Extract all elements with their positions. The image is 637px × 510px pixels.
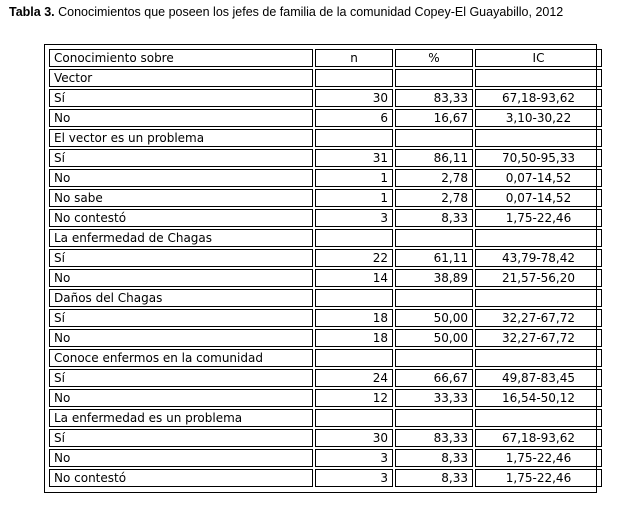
section-label-cell: La enfermedad de Chagas bbox=[49, 229, 313, 247]
section-row bbox=[49, 229, 602, 247]
count-cell: 31 bbox=[315, 149, 393, 167]
count-cell: 14 bbox=[315, 269, 393, 287]
percent-cell bbox=[395, 289, 473, 307]
answer-label-cell: No bbox=[49, 389, 313, 407]
percent-cell: 2,78 bbox=[395, 189, 473, 207]
percent-cell bbox=[395, 229, 473, 247]
count-cell: 3 bbox=[315, 469, 393, 487]
caption-text: Conocimientos que poseen los jefes de familia de la comunidad Copey-El Guayabillo, 2012 bbox=[54, 5, 564, 19]
confidence-interval-cell: 16,54-50,12 bbox=[475, 389, 602, 407]
answer-label-cell: Sí bbox=[49, 149, 313, 167]
count-cell bbox=[315, 69, 393, 87]
answer-label-cell: No bbox=[49, 449, 313, 467]
percent-cell bbox=[395, 69, 473, 87]
answer-label-cell: Sí bbox=[49, 309, 313, 327]
count-cell: 3 bbox=[315, 209, 393, 227]
table-row bbox=[49, 449, 602, 467]
confidence-interval-cell bbox=[475, 229, 602, 247]
confidence-interval-cell bbox=[475, 349, 602, 367]
table-row bbox=[49, 249, 602, 267]
percent-cell bbox=[395, 349, 473, 367]
percent-cell bbox=[395, 409, 473, 427]
confidence-interval-cell: 32,27-67,72 bbox=[475, 309, 602, 327]
table-row bbox=[49, 209, 602, 227]
percent-cell: 38,89 bbox=[395, 269, 473, 287]
count-cell: 3 bbox=[315, 449, 393, 467]
table-row bbox=[49, 389, 602, 407]
confidence-interval-cell bbox=[475, 409, 602, 427]
answer-label-cell: Sí bbox=[49, 429, 313, 447]
section-label-cell: Vector bbox=[49, 69, 313, 87]
confidence-interval-cell: 70,50-95,33 bbox=[475, 149, 602, 167]
confidence-interval-cell: 1,75-22,46 bbox=[475, 449, 602, 467]
table-row bbox=[49, 329, 602, 347]
section-row bbox=[49, 409, 602, 427]
confidence-interval-cell: 67,18-93,62 bbox=[475, 429, 602, 447]
count-cell bbox=[315, 409, 393, 427]
confidence-interval-cell: 0,07-14,52 bbox=[475, 189, 602, 207]
percent-cell bbox=[395, 129, 473, 147]
confidence-interval-cell: 3,10-30,22 bbox=[475, 109, 602, 127]
table-row bbox=[49, 269, 602, 287]
count-cell: 12 bbox=[315, 389, 393, 407]
section-label-cell: El vector es un problema bbox=[49, 129, 313, 147]
count-cell bbox=[315, 349, 393, 367]
table-row bbox=[49, 429, 602, 447]
table-row bbox=[49, 109, 602, 127]
confidence-interval-cell bbox=[475, 129, 602, 147]
percent-cell: 8,33 bbox=[395, 469, 473, 487]
table-row bbox=[49, 369, 602, 387]
table-row bbox=[49, 189, 602, 207]
count-cell: 30 bbox=[315, 89, 393, 107]
answer-label-cell: No bbox=[49, 169, 313, 187]
data-table-container bbox=[44, 44, 597, 493]
section-label-cell: Daños del Chagas bbox=[49, 289, 313, 307]
percent-cell: 8,33 bbox=[395, 209, 473, 227]
section-row bbox=[49, 129, 602, 147]
caption-label: Tabla 3. bbox=[9, 5, 55, 19]
percent-cell: 66,67 bbox=[395, 369, 473, 387]
section-row bbox=[49, 349, 602, 367]
answer-label-cell: No contestó bbox=[49, 209, 313, 227]
confidence-interval-cell: 32,27-67,72 bbox=[475, 329, 602, 347]
count-cell: 22 bbox=[315, 249, 393, 267]
count-cell bbox=[315, 129, 393, 147]
answer-label-cell: No bbox=[49, 269, 313, 287]
count-cell: 1 bbox=[315, 169, 393, 187]
answer-label-cell: No bbox=[49, 109, 313, 127]
header-cell-n: n bbox=[315, 49, 393, 67]
confidence-interval-cell: 49,87-83,45 bbox=[475, 369, 602, 387]
count-cell: 18 bbox=[315, 329, 393, 347]
percent-cell: 83,33 bbox=[395, 89, 473, 107]
count-cell bbox=[315, 229, 393, 247]
count-cell: 18 bbox=[315, 309, 393, 327]
percent-cell: 2,78 bbox=[395, 169, 473, 187]
table-caption bbox=[9, 5, 563, 19]
answer-label-cell: No bbox=[49, 329, 313, 347]
percent-cell: 16,67 bbox=[395, 109, 473, 127]
knowledge-table bbox=[47, 47, 604, 489]
answer-label-cell: No sabe bbox=[49, 189, 313, 207]
confidence-interval-cell: 1,75-22,46 bbox=[475, 209, 602, 227]
table-body bbox=[49, 49, 602, 487]
count-cell: 24 bbox=[315, 369, 393, 387]
table-row bbox=[49, 89, 602, 107]
percent-cell: 61,11 bbox=[395, 249, 473, 267]
header-row bbox=[49, 49, 602, 67]
section-row bbox=[49, 69, 602, 87]
count-cell: 1 bbox=[315, 189, 393, 207]
confidence-interval-cell bbox=[475, 69, 602, 87]
count-cell: 6 bbox=[315, 109, 393, 127]
count-cell: 30 bbox=[315, 429, 393, 447]
table-row bbox=[49, 469, 602, 487]
header-cell-ic: IC bbox=[475, 49, 602, 67]
section-label-cell: La enfermedad es un problema bbox=[49, 409, 313, 427]
confidence-interval-cell: 1,75-22,46 bbox=[475, 469, 602, 487]
confidence-interval-cell: 67,18-93,62 bbox=[475, 89, 602, 107]
confidence-interval-cell bbox=[475, 289, 602, 307]
answer-label-cell: No contestó bbox=[49, 469, 313, 487]
answer-label-cell: Sí bbox=[49, 89, 313, 107]
table-row bbox=[49, 169, 602, 187]
percent-cell: 8,33 bbox=[395, 449, 473, 467]
section-label-cell: Conoce enfermos en la comunidad bbox=[49, 349, 313, 367]
confidence-interval-cell: 43,79-78,42 bbox=[475, 249, 602, 267]
confidence-interval-cell: 21,57-56,20 bbox=[475, 269, 602, 287]
confidence-interval-cell: 0,07-14,52 bbox=[475, 169, 602, 187]
answer-label-cell: Sí bbox=[49, 369, 313, 387]
answer-label-cell: Sí bbox=[49, 249, 313, 267]
percent-cell: 83,33 bbox=[395, 429, 473, 447]
table-row bbox=[49, 149, 602, 167]
percent-cell: 86,11 bbox=[395, 149, 473, 167]
table-row bbox=[49, 309, 602, 327]
header-cell-topic: Conocimiento sobre bbox=[49, 49, 313, 67]
percent-cell: 50,00 bbox=[395, 329, 473, 347]
header-cell-percent: % bbox=[395, 49, 473, 67]
percent-cell: 33,33 bbox=[395, 389, 473, 407]
section-row bbox=[49, 289, 602, 307]
count-cell bbox=[315, 289, 393, 307]
percent-cell: 50,00 bbox=[395, 309, 473, 327]
